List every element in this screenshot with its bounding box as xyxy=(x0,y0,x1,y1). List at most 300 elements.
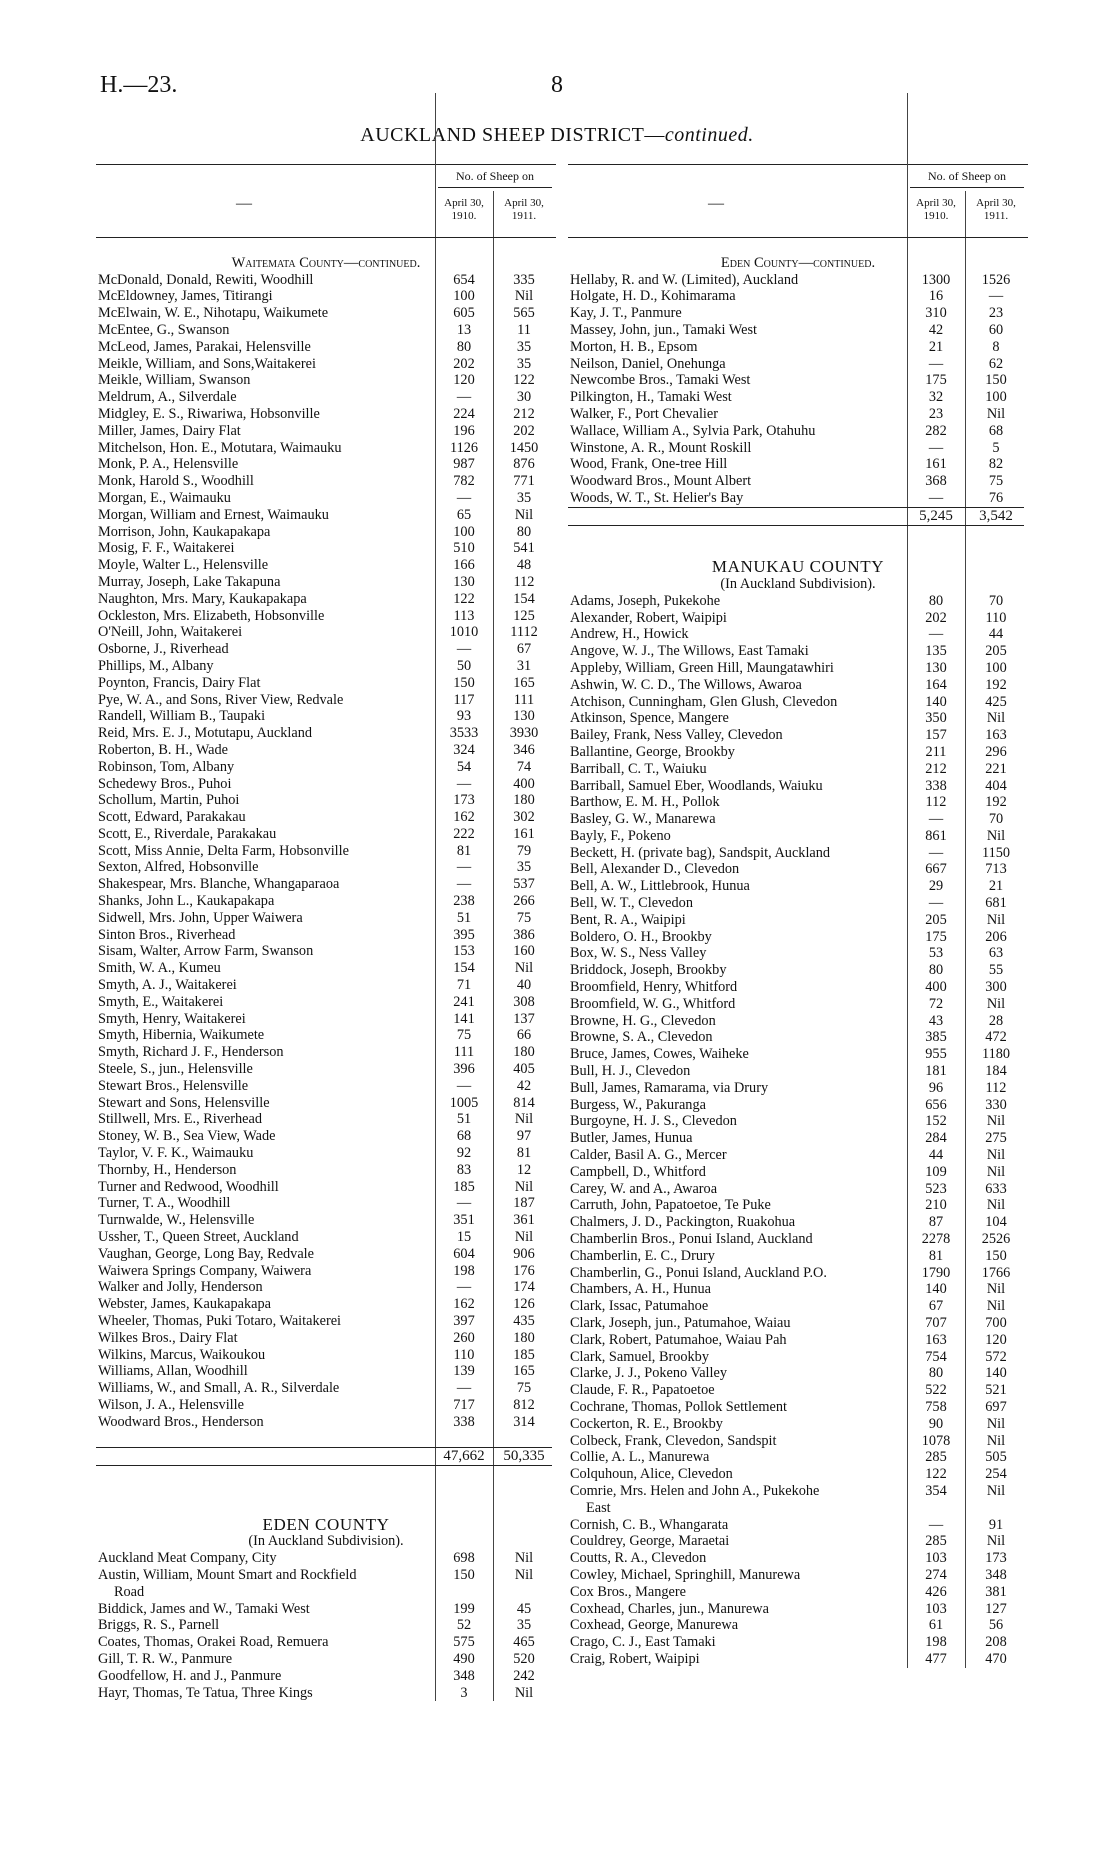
sheep-count-1911: 3930 xyxy=(509,725,539,742)
table-row xyxy=(568,744,1028,761)
left-table-body xyxy=(96,238,556,1701)
owner-name: Chamberlin Bros., Ponui Island, Auckland xyxy=(570,1231,813,1248)
sheep-count-1911: Nil xyxy=(986,995,1006,1012)
sheep-count-1910: 140 xyxy=(925,1281,947,1298)
owner-name: Briggs, R. S., Parnell xyxy=(98,1617,220,1634)
table-row xyxy=(568,761,1028,778)
spacer xyxy=(96,238,556,255)
owner-name: Smith, W. A., Kumeu xyxy=(98,960,221,977)
district-title-continued: continued. xyxy=(664,124,754,146)
table-row xyxy=(96,1397,556,1414)
owner-name: Smyth, E., Waitakerei xyxy=(98,993,224,1010)
sheep-count-1910: 656 xyxy=(925,1096,947,1113)
owner-name: Bell, A. W., Littlebrook, Hunua xyxy=(570,878,750,895)
owner-name: Williams, Allan, Woodhill xyxy=(98,1363,248,1380)
owner-name: Holgate, H. D., Kohimarama xyxy=(570,288,736,305)
table-row xyxy=(96,910,556,927)
table-row xyxy=(96,1347,556,1364)
table-row xyxy=(568,1449,1028,1466)
sheep-count-1911: 174 xyxy=(513,1279,535,1296)
table-row xyxy=(96,1296,556,1313)
owner-name: Chamberlin, E. C., Drury xyxy=(570,1247,715,1264)
sheep-count-1911: 40 xyxy=(516,977,532,994)
table-row xyxy=(96,540,556,557)
sheep-count-1911: 82 xyxy=(988,456,1004,473)
sheep-count-1910: 324 xyxy=(453,741,475,758)
sheep-count-1910: 285 xyxy=(925,1533,947,1550)
owner-name: Beckett, H. (private bag), Sandspit, Auckland xyxy=(570,844,831,861)
sheep-count-1910: 162 xyxy=(453,1296,475,1313)
sheep-count-1910: — xyxy=(928,1516,944,1533)
owner-name: Morrison, John, Kaukapakapa xyxy=(98,523,271,540)
owner-name: Newcombe Bros., Tamaki West xyxy=(570,372,751,389)
sheep-count-1911: 11 xyxy=(517,321,531,338)
owner-name: Burgess, W., Pakuranga xyxy=(570,1096,706,1113)
table-row xyxy=(568,288,1028,305)
owner-name: Coxhead, George, Manurewa xyxy=(570,1617,739,1634)
sheep-count-1911: 205 xyxy=(985,643,1007,660)
header-year-1911: April 30, 1911. xyxy=(504,197,544,222)
table-row xyxy=(96,1634,556,1651)
spacer xyxy=(96,1483,556,1500)
sheep-count-1910: 122 xyxy=(453,590,475,607)
table-row xyxy=(96,1363,556,1380)
sheep-count-1911: 50,335 xyxy=(503,1448,545,1465)
section-subheading xyxy=(568,576,1028,593)
owner-name: Barthow, E. M. H., Pollok xyxy=(570,794,720,811)
sheep-count-1910: 96 xyxy=(928,1079,944,1096)
sheep-count-1910: — xyxy=(928,811,944,828)
table-row xyxy=(96,1263,556,1280)
sheep-count-1910: 1005 xyxy=(449,1094,479,1111)
table-row xyxy=(96,490,556,507)
sheep-count-1910: 510 xyxy=(453,540,475,557)
table-row xyxy=(96,1313,556,1330)
owner-name: Williams, W., and Small, A. R., Silverdale xyxy=(98,1380,340,1397)
sheep-count-1911: 1112 xyxy=(510,624,538,641)
table-row xyxy=(568,1197,1028,1214)
column-rule xyxy=(907,93,908,165)
sheep-count-1911: 75 xyxy=(516,1380,532,1397)
owner-name: Meldrum, A., Silverdale xyxy=(98,389,237,406)
sheep-count-1910: — xyxy=(456,775,472,792)
sheep-count-1910: 205 xyxy=(925,911,947,928)
owner-name: McElwain, W. E., Nihotapu, Waikumete xyxy=(98,305,329,322)
sheep-count-1911: 330 xyxy=(985,1096,1007,1113)
table-row xyxy=(96,288,556,305)
table-row xyxy=(96,1617,556,1634)
sheep-count-1910: 161 xyxy=(925,456,947,473)
owner-name: Atkinson, Spence, Mangere xyxy=(570,710,729,727)
owner-name: Campbell, D., Whitford xyxy=(570,1163,706,1180)
sheep-count-1910: 52 xyxy=(456,1617,472,1634)
sheep-count-1911: 3,542 xyxy=(979,507,1013,524)
owner-name: Biddick, James and W., Tamaki West xyxy=(98,1600,310,1617)
sheep-count-1911: Nil xyxy=(986,1147,1006,1164)
sheep-count-1910: — xyxy=(456,1077,472,1094)
sheep-count-1911: 67 xyxy=(516,641,532,658)
sheep-count-1911: 154 xyxy=(513,590,535,607)
table-row xyxy=(568,1181,1028,1198)
sheep-count-1911: 163 xyxy=(985,727,1007,744)
owner-name: Browne, H. G., Clevedon xyxy=(570,1012,716,1029)
sheep-count-1910: 310 xyxy=(925,305,947,322)
table-row xyxy=(568,1517,1028,1534)
owner-name: Carruth, John, Papatoetoe, Te Puke xyxy=(570,1197,771,1214)
table-row xyxy=(568,356,1028,373)
table-row xyxy=(96,927,556,944)
owner-name: Turnwalde, W., Helensville xyxy=(98,1212,255,1229)
table-row xyxy=(568,1433,1028,1450)
sheep-count-1911: 74 xyxy=(516,758,532,775)
table-row xyxy=(96,1212,556,1229)
sheep-count-1911: 505 xyxy=(985,1449,1007,1466)
table-row xyxy=(568,1349,1028,1366)
sheep-count-1910: 285 xyxy=(925,1449,947,1466)
owner-name: Mosig, F. F., Waitakerei xyxy=(98,540,235,557)
sheep-count-1911: 60 xyxy=(988,321,1004,338)
sheep-count-1911: Nil xyxy=(514,288,534,305)
owner-name: Massey, John, jun., Tamaki West xyxy=(570,321,758,338)
sheep-count-1911: Nil xyxy=(986,1113,1006,1130)
table-row xyxy=(568,845,1028,862)
sheep-count-1910: 395 xyxy=(453,926,475,943)
table-row xyxy=(568,1046,1028,1063)
table-row xyxy=(96,1179,556,1196)
sheep-count-1911: 1450 xyxy=(509,439,539,456)
sheep-count-1910: 120 xyxy=(453,372,475,389)
sheep-count-1911: 520 xyxy=(513,1650,535,1667)
table-row xyxy=(96,574,556,591)
table-row xyxy=(568,643,1028,660)
sheep-count-1911: 266 xyxy=(513,893,535,910)
table-row xyxy=(96,423,556,440)
table-row xyxy=(96,305,556,322)
owner-name: Turner, T. A., Woodhill xyxy=(98,1195,231,1212)
owner-name: Andrew, H., Howick xyxy=(570,626,689,643)
table-row xyxy=(96,893,556,910)
owner-name: Smyth, Richard J. F., Henderson xyxy=(98,1044,284,1061)
owner-name: MANUKAU COUNTY xyxy=(711,559,885,576)
sheep-count-1910: 42 xyxy=(928,321,944,338)
table-row xyxy=(568,1281,1028,1298)
table-row xyxy=(96,1668,556,1685)
header-year-1910: April 30, 1910. xyxy=(916,197,956,222)
sheep-count-1911: Nil xyxy=(986,1415,1006,1432)
left-column-table xyxy=(96,164,556,1701)
sheep-count-1911: Nil xyxy=(986,911,1006,928)
sheep-count-1911: 202 xyxy=(513,422,535,439)
table-row xyxy=(96,591,556,608)
sheep-count-1911: 45 xyxy=(516,1600,532,1617)
table-row xyxy=(96,1078,556,1095)
section-heading xyxy=(96,255,556,272)
sheep-count-1911: 192 xyxy=(985,676,1007,693)
sheep-count-1910: 210 xyxy=(925,1197,947,1214)
sheep-count-1910: 698 xyxy=(453,1550,475,1567)
sheep-count-1910: 81 xyxy=(456,842,472,859)
table-row xyxy=(96,322,556,339)
table-row xyxy=(96,1414,556,1431)
spacer xyxy=(96,1466,556,1483)
sheep-count-1911: 335 xyxy=(513,271,535,288)
table-row xyxy=(568,1231,1028,1248)
table-row xyxy=(96,1685,556,1702)
sheep-count-1910: 80 xyxy=(928,592,944,609)
owner-name: Monk, Harold S., Woodhill xyxy=(98,473,254,490)
owner-name: Stewart and Sons, Helensville xyxy=(98,1094,270,1111)
sheep-count-1910: — xyxy=(928,489,944,506)
table-row xyxy=(568,1315,1028,1332)
owner-name: Stillwell, Mrs. E., Riverhead xyxy=(98,1111,262,1128)
table-row xyxy=(568,727,1028,744)
table-row xyxy=(96,960,556,977)
owner-name: Wheeler, Thomas, Puki Totaro, Waitakerei xyxy=(98,1313,342,1329)
table-row xyxy=(568,1080,1028,1097)
spacer xyxy=(568,238,1028,255)
sheep-count-1910: 103 xyxy=(925,1600,947,1617)
table-row xyxy=(568,440,1028,457)
owner-name: Smyth, Henry, Waitakerei xyxy=(98,1010,246,1027)
sheep-count-1911: Nil xyxy=(514,1178,534,1195)
sheep-count-1911: Nil xyxy=(514,1566,534,1583)
sheep-count-1910: 198 xyxy=(453,1262,475,1279)
table-row xyxy=(568,861,1028,878)
sheep-count-1910: 348 xyxy=(453,1667,475,1684)
sheep-count-1910: 490 xyxy=(453,1650,475,1667)
sheep-count-1910: 338 xyxy=(925,777,947,794)
table-row xyxy=(96,1061,556,1078)
table-row xyxy=(568,1567,1028,1584)
table-row xyxy=(96,524,556,541)
owner-name: Scott, Miss Annie, Delta Farm, Hobsonville xyxy=(98,842,349,859)
header-dash: — xyxy=(708,195,724,212)
sheep-count-1910: 154 xyxy=(453,960,475,977)
table-row xyxy=(568,1601,1028,1618)
sheep-count-1910: 162 xyxy=(453,809,475,826)
sheep-count-1911: 173 xyxy=(985,1550,1007,1567)
sheep-count-1911: 465 xyxy=(513,1634,535,1651)
sheep-count-1910: 282 xyxy=(925,422,947,439)
owner-name: Murray, Joseph, Lake Takapuna xyxy=(98,573,281,590)
owner-name: Morgan, E., Waimauku xyxy=(98,489,231,506)
table-row xyxy=(96,792,556,809)
sheep-count-1911: 254 xyxy=(985,1466,1007,1483)
sheep-count-1911: 120 xyxy=(985,1331,1007,1348)
table-row xyxy=(568,389,1028,406)
sheep-count-1911: 212 xyxy=(513,405,535,422)
owner-name: Robinson, Tom, Albany xyxy=(98,758,235,775)
table-row xyxy=(96,608,556,625)
owner-name: Clark, Joseph, jun., Patumahoe, Waiau xyxy=(570,1315,791,1331)
sheep-count-1911: Nil xyxy=(986,1533,1006,1550)
right-column-table xyxy=(568,164,1028,1668)
table-row xyxy=(96,456,556,473)
owner-name: Waiwera Springs Company, Waiwera xyxy=(98,1262,312,1279)
sheep-count-1910: 65 xyxy=(456,506,472,523)
owner-name: Phillips, M., Albany xyxy=(98,657,214,674)
sheep-count-1911: 76 xyxy=(988,489,1004,506)
owner-name: Clark, Samuel, Brookby xyxy=(570,1348,709,1365)
owner-name: Cornish, C. B., Whangarata xyxy=(570,1516,729,1533)
owner-name: Briddock, Joseph, Brookby xyxy=(570,962,727,979)
sheep-count-1911: 180 xyxy=(513,1329,535,1346)
sheep-count-1910: 181 xyxy=(925,1063,947,1080)
sheep-count-1911: 633 xyxy=(985,1180,1007,1197)
owner-name: Calder, Basil A. G., Mercer xyxy=(570,1147,727,1164)
table-row xyxy=(568,1416,1028,1433)
sheep-count-1911: 12 xyxy=(516,1161,532,1178)
table-row xyxy=(96,1330,556,1347)
table-row xyxy=(96,1095,556,1112)
sheep-count-1911: 221 xyxy=(985,760,1007,777)
page-number: 8 xyxy=(551,72,563,98)
sheep-count-1910: 175 xyxy=(925,372,947,389)
sheep-count-1911: 192 xyxy=(985,794,1007,811)
table-row xyxy=(96,1195,556,1212)
table-row xyxy=(96,557,556,574)
sheep-count-1911: 435 xyxy=(513,1313,535,1329)
header-sheep-on: No. of Sheep on xyxy=(438,169,552,188)
table-row xyxy=(96,507,556,524)
sheep-count-1911: 184 xyxy=(985,1063,1007,1080)
table-row xyxy=(568,1214,1028,1231)
owner-name: Comrie, Mrs. Helen and John A., Pukekohe xyxy=(570,1482,820,1499)
sheep-count-1910: 274 xyxy=(925,1566,947,1583)
sheep-count-1911: 100 xyxy=(985,389,1007,406)
sheep-count-1911: Nil xyxy=(514,1684,534,1701)
sheep-count-1911: 160 xyxy=(513,943,535,960)
owner-name: Meikle, William, and Sons,Waitakerei xyxy=(98,355,316,372)
column-rule xyxy=(435,93,436,165)
sheep-count-1911: 127 xyxy=(985,1600,1007,1617)
sheep-count-1911: 28 xyxy=(988,1012,1004,1029)
sheep-count-1911: 400 xyxy=(513,775,535,792)
sheep-count-1911: 126 xyxy=(513,1296,535,1313)
sheep-count-1910: 111 xyxy=(453,1044,475,1061)
sheep-count-1911: 242 xyxy=(513,1667,535,1684)
sheep-count-1911: Nil xyxy=(514,960,534,977)
owner-name: Smyth, Hibernia, Waikumete xyxy=(98,1027,265,1044)
table-row xyxy=(96,692,556,709)
sheep-count-1910: 758 xyxy=(925,1398,947,1415)
sheep-count-1911: 140 xyxy=(985,1365,1007,1382)
sheep-count-1910: 238 xyxy=(453,893,475,910)
sheep-count-1910: 202 xyxy=(453,355,475,372)
sheep-count-1911: 21 xyxy=(988,878,1004,895)
owner-name: Turner and Redwood, Woodhill xyxy=(98,1178,279,1195)
owner-name: Midgley, E. S., Riwariwa, Hobsonville xyxy=(98,405,320,422)
sheep-count-1910: 54 xyxy=(456,758,472,775)
sheep-count-1911: 81 xyxy=(516,1145,532,1162)
sheep-count-1910: 80 xyxy=(928,1365,944,1382)
sheep-count-1910: 92 xyxy=(456,1145,472,1162)
owner-name: Crago, C. J., East Tamaki xyxy=(570,1634,716,1651)
sheep-count-1911: 308 xyxy=(513,993,535,1010)
owner-name: Ockleston, Mrs. Elizabeth, Hobsonville xyxy=(98,607,325,624)
owner-name: Poynton, Francis, Dairy Flat xyxy=(98,674,261,691)
sheep-count-1911: 70 xyxy=(988,811,1004,828)
sheep-count-1910: 166 xyxy=(453,557,475,574)
owner-name: Burgoyne, H. J. S., Clevedon xyxy=(570,1113,737,1130)
sheep-count-1910: — xyxy=(928,355,944,372)
sheep-count-1911: 346 xyxy=(513,741,535,758)
owner-name: Mitchelson, Hon. E., Motutara, Waimauku xyxy=(98,439,342,456)
sheep-count-1911: Nil xyxy=(514,506,534,523)
sheep-count-1910: 100 xyxy=(453,523,475,540)
owner-name: Collie, A. L., Manurewa xyxy=(570,1449,710,1466)
owner-name: Hellaby, R. and W. (Limited), Auckland xyxy=(570,271,799,288)
table-row xyxy=(96,372,556,389)
table-row xyxy=(568,1298,1028,1315)
sheep-count-1910: 604 xyxy=(453,1245,475,1262)
owner-name: Bull, James, Ramarama, via Drury xyxy=(570,1079,769,1096)
sheep-count-1910: 426 xyxy=(925,1583,947,1600)
sheep-count-1911: 348 xyxy=(985,1566,1007,1583)
sheep-count-1911: Nil xyxy=(986,1432,1006,1449)
sheep-count-1911: 63 xyxy=(988,945,1004,962)
owner-name: Thornby, H., Henderson xyxy=(98,1161,237,1178)
owner-name: Waitemata County—continued. xyxy=(231,254,421,271)
table-row xyxy=(568,1399,1028,1416)
owner-name: Bailey, Frank, Ness Valley, Clevedon xyxy=(570,727,783,744)
owner-name: McEntee, G., Swanson xyxy=(98,321,230,338)
sheep-count-1910: 3533 xyxy=(449,725,479,742)
sheep-count-1911: Nil xyxy=(514,1229,534,1246)
table-row xyxy=(568,1533,1028,1550)
owner-name: Shakespear, Mrs. Blanche, Whangaparaoa xyxy=(98,876,340,893)
sheep-count-1910: 522 xyxy=(925,1382,947,1399)
sheep-count-1910: 71 xyxy=(456,977,472,994)
sheep-count-1911: 91 xyxy=(988,1516,1004,1533)
table-row xyxy=(568,322,1028,339)
sheep-count-1910: — xyxy=(928,844,944,861)
sheep-count-1911: 470 xyxy=(985,1650,1007,1667)
owner-name: Browne, S. A., Clevedon xyxy=(570,1029,713,1046)
sheep-count-1911: 48 xyxy=(516,557,532,574)
table-row xyxy=(96,1651,556,1668)
owner-name: Appleby, William, Green Hill, Maungatawhiri xyxy=(570,659,834,676)
owner-name: Austin, William, Mount Smart and Rockfield xyxy=(98,1566,357,1583)
owner-name: Bayly, F., Pokeno xyxy=(570,827,671,844)
owner-name: Atchison, Cunningham, Glen Glush, Clevedon xyxy=(570,693,838,710)
table-row xyxy=(568,490,1028,507)
sheep-count-1910: 164 xyxy=(925,676,947,693)
sheep-count-1911: 206 xyxy=(985,928,1007,945)
sheep-count-1911: Nil xyxy=(986,827,1006,844)
sheep-count-1911: 300 xyxy=(985,979,1007,996)
sheep-count-1911: 35 xyxy=(516,1617,532,1634)
table-row xyxy=(568,694,1028,711)
sheep-count-1910: 44 xyxy=(928,1147,944,1164)
sheep-count-1911: 35 xyxy=(516,859,532,876)
owner-name: Ussher, T., Queen Street, Auckland xyxy=(98,1229,299,1246)
sheep-count-1911: 104 xyxy=(985,1214,1007,1231)
sheep-count-1910: 241 xyxy=(453,993,475,1010)
spacer xyxy=(568,526,1028,543)
table-row xyxy=(568,945,1028,962)
sheep-count-1910: 987 xyxy=(453,456,475,473)
spacer xyxy=(568,542,1028,559)
sheep-count-1911: 97 xyxy=(516,1128,532,1145)
sheep-count-1911: 8 xyxy=(992,338,1000,355)
table-row xyxy=(568,272,1028,289)
sheep-count-1911: Nil xyxy=(986,1298,1006,1315)
owner-name: Cowley, Michael, Springhill, Manurewa xyxy=(570,1566,801,1583)
table-row xyxy=(568,1550,1028,1567)
sheep-count-1910: 955 xyxy=(925,1046,947,1063)
sheep-count-1911: 187 xyxy=(513,1195,535,1212)
